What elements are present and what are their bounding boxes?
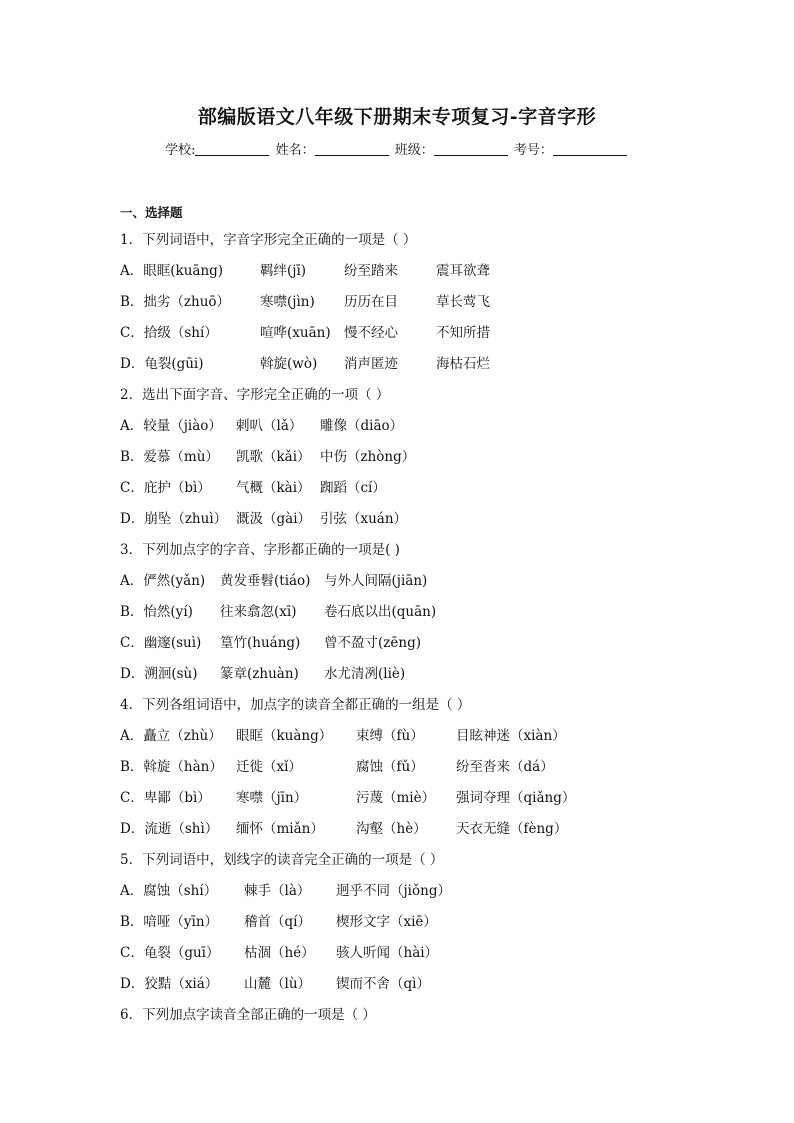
option-row[interactable] bbox=[120, 569, 680, 587]
option-term: 锲而不舍（qì） bbox=[336, 976, 430, 992]
option-term: 慢不经心 bbox=[344, 325, 398, 341]
option-term: 羁绊(jī) bbox=[260, 263, 307, 279]
option-term: 黄发垂髫(tiáo) bbox=[220, 573, 311, 589]
option-term: 沟壑（hè） bbox=[356, 821, 427, 837]
question-stem: 6．下列加点字读音全部正确的一项是（ ） bbox=[120, 1007, 376, 1023]
option-term: 卷石底以出(quān) bbox=[324, 604, 437, 620]
option-term: 气概（kài） bbox=[236, 480, 311, 496]
option-term: 棘手（là） bbox=[244, 883, 311, 899]
option-label-term: B．爱慕（mù） bbox=[120, 449, 219, 465]
question-stem: 3．下列加点字的字音、字形都正确的一项是( ) bbox=[120, 542, 400, 558]
option-term: 引弦（xuán） bbox=[320, 511, 408, 527]
option-label-term: D．崩坠（zhuì） bbox=[120, 511, 228, 527]
option-term: 往来翕忽(xī) bbox=[220, 604, 297, 620]
option-term: 稽首（qí） bbox=[244, 914, 311, 930]
option-term: 与外人间隔(jiān) bbox=[324, 573, 428, 589]
page-title: 部编版语文八年级下册期末专项复习-字音字形 bbox=[197, 106, 597, 128]
option-term: 天衣无缝（fèng） bbox=[456, 821, 568, 837]
option-label-term: D．流逝（shì） bbox=[120, 821, 219, 837]
option-term: 震耳欲聋 bbox=[436, 263, 490, 279]
option-term: 踟蹈（cí） bbox=[320, 480, 386, 496]
option-row[interactable] bbox=[120, 724, 680, 742]
question-stem: 1．下列词语中，字音字形完全正确的一项是（ ） bbox=[120, 232, 417, 248]
option-term: 消声匿迹 bbox=[344, 356, 398, 372]
option-term: 草长莺飞 bbox=[436, 294, 490, 310]
option-term: 曾不盈寸(zēng) bbox=[324, 635, 421, 651]
option-label-term: B．拙劣（zhuō） bbox=[120, 294, 231, 310]
option-label-term: A．腐蚀（shí） bbox=[120, 883, 218, 899]
option-term: 纷至踏来 bbox=[344, 263, 398, 279]
option-row[interactable] bbox=[120, 290, 680, 308]
option-term: 目眩神迷（xiàn） bbox=[456, 728, 566, 744]
option-label-term: C．龟裂（guī） bbox=[120, 945, 220, 961]
option-row[interactable] bbox=[120, 259, 680, 277]
option-row[interactable] bbox=[120, 972, 680, 990]
option-row[interactable] bbox=[120, 476, 680, 494]
name-blank[interactable] bbox=[315, 142, 389, 156]
option-term: 强词夺理（qiǎng） bbox=[456, 790, 576, 806]
option-term: 污蔑（miè） bbox=[356, 790, 436, 806]
option-term: 寒噤(jìn) bbox=[260, 294, 315, 310]
exam-number-label: 考号： bbox=[513, 143, 553, 158]
option-term: 雕像（diāo） bbox=[320, 418, 404, 434]
option-term: 眼眶（kuàng） bbox=[236, 728, 333, 744]
option-label-term: C．卑鄙（bì） bbox=[120, 790, 211, 806]
option-row[interactable] bbox=[120, 817, 680, 835]
question-stem: 2．选出下面字音、字形完全正确的一项（ ） bbox=[120, 387, 390, 403]
option-term: 中伤（zhòng） bbox=[320, 449, 416, 465]
option-row[interactable] bbox=[120, 941, 680, 959]
option-row[interactable] bbox=[120, 631, 680, 649]
school-blank[interactable] bbox=[195, 142, 269, 156]
option-label-term: B．喑哑（yīn） bbox=[120, 914, 219, 930]
question-stem: 5．下列词语中，划线字的读音完全正确的一项是（ ） bbox=[120, 852, 444, 868]
option-term: 凯歌（kǎi） bbox=[236, 449, 311, 465]
option-term: 楔形文字（xiē） bbox=[336, 914, 437, 930]
exam-number-blank[interactable] bbox=[553, 142, 627, 156]
option-label-term: A．矗立（zhù） bbox=[120, 728, 222, 744]
option-label-term: B．斡旋（hàn） bbox=[120, 759, 223, 775]
option-term: 喧哗(xuān) bbox=[260, 325, 331, 341]
name-label: 姓名： bbox=[275, 143, 315, 158]
option-row[interactable] bbox=[120, 414, 680, 432]
option-label-term: D．狡黠（xiá） bbox=[120, 976, 219, 992]
option-row[interactable] bbox=[120, 600, 680, 618]
option-term: 枯涸（hé） bbox=[244, 945, 315, 961]
option-row[interactable] bbox=[120, 879, 680, 897]
option-term: 骇人听闻（hài） bbox=[336, 945, 439, 961]
option-term: 溉汲（gài） bbox=[236, 511, 312, 527]
option-label-term: C．庇护（bì） bbox=[120, 480, 211, 496]
option-term: 历历在目 bbox=[344, 294, 398, 310]
option-label-term: B．怡然(yí) bbox=[120, 604, 193, 620]
option-term: 剌叭（lǎ） bbox=[236, 418, 303, 434]
student-info-line bbox=[0, 139, 794, 158]
option-term: 纷至沓来（dá） bbox=[456, 759, 554, 775]
option-term: 山麓（lù） bbox=[244, 976, 312, 992]
option-term: 斡旋(wò) bbox=[260, 356, 318, 372]
option-row[interactable] bbox=[120, 910, 680, 928]
option-row[interactable] bbox=[120, 352, 680, 370]
option-row[interactable] bbox=[120, 662, 680, 680]
option-row[interactable] bbox=[120, 755, 680, 773]
option-term: 迥乎不同（jiǒng） bbox=[336, 883, 451, 899]
option-row[interactable] bbox=[120, 321, 680, 339]
question-stem: 4．下列各组词语中，加点字的读音全都正确的一组是（ ） bbox=[120, 697, 471, 713]
option-label-term: D．龟裂(gūi) bbox=[120, 356, 204, 372]
option-term: 不知所措 bbox=[436, 325, 490, 341]
option-row[interactable] bbox=[120, 445, 680, 463]
option-term: 篆章(zhuàn) bbox=[220, 666, 299, 682]
class-blank[interactable] bbox=[434, 142, 508, 156]
option-term: 寒噤（jīn） bbox=[236, 790, 308, 806]
option-term: 水尤清冽(liè) bbox=[324, 666, 406, 682]
option-label-term: A．俨然(yǎn) bbox=[120, 573, 206, 589]
option-term: 缅怀（miǎn） bbox=[236, 821, 324, 837]
option-label-term: C．拾级（shí） bbox=[120, 325, 218, 341]
option-row[interactable] bbox=[120, 786, 680, 804]
option-label-term: A．较量（jiào） bbox=[120, 418, 222, 434]
option-term: 腐蚀（fǔ） bbox=[356, 759, 424, 775]
option-label-term: C．幽邃(suì) bbox=[120, 635, 202, 651]
option-term: 束缚（fù） bbox=[356, 728, 424, 744]
option-term: 迁徙（xǐ） bbox=[236, 759, 302, 775]
option-row[interactable] bbox=[120, 507, 680, 525]
option-label-term: A．眼眶(kuāng) bbox=[120, 263, 224, 279]
section-heading: 一、选择题 bbox=[120, 205, 183, 220]
option-label-term: D．溯洄(sù) bbox=[120, 666, 198, 682]
option-term: 海枯石烂 bbox=[436, 356, 490, 372]
school-label: 学校: bbox=[165, 143, 196, 158]
option-term: 篁竹(huáng) bbox=[220, 635, 301, 651]
class-label: 班级： bbox=[394, 143, 434, 158]
